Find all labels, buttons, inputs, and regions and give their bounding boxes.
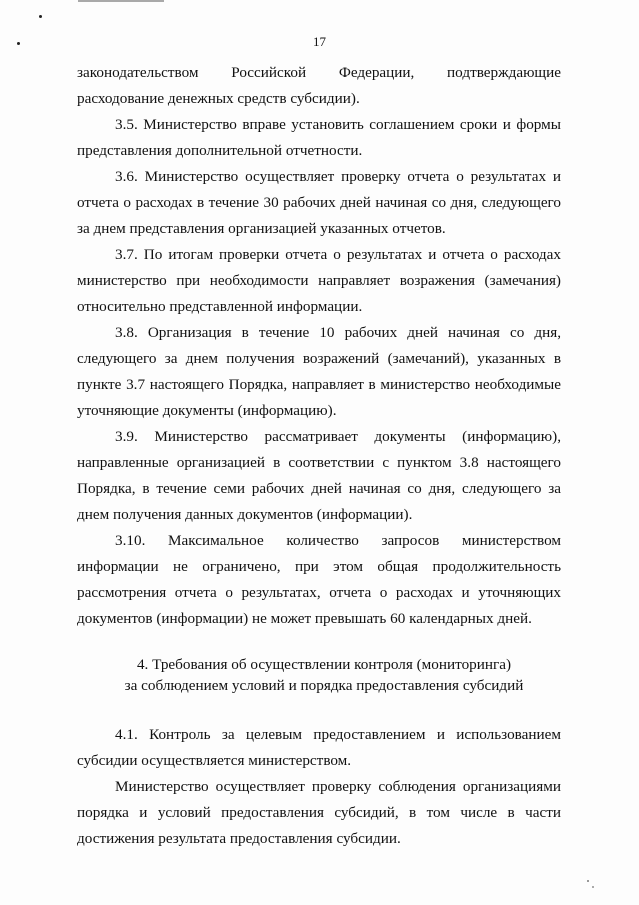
paragraph-3-8: 3.8. Организация в течение 10 рабочих дней начиная со дня, следующего за днем получения возражений (замечаний), указанных в пункте 3.7 настоящего Порядка, направляет в министерство необходимые уточняющие документы (информацию). — [77, 324, 561, 419]
paragraph-3-5: 3.5. Министерство вправе установить соглашением сроки и формы представления дополнительной отчетности. — [77, 116, 561, 159]
scan-speck — [592, 886, 594, 888]
paragraph-4-1: 4.1. Контроль за целевым предоставлением и использованием субсидии осуществляется министерством. — [77, 726, 561, 769]
section-4-title-line-2: за соблюдением условий и порядка предоставления субсидий — [124, 677, 524, 694]
paragraph-3-7: 3.7. По итогам проверки отчета о результатах и отчета о расходах министерство при необходимости направляет возражения (замечания) относительно представленной информации. — [77, 246, 561, 315]
section-4-title-line-1: 4. Требования об осуществлении контроля (мониторинга) — [136, 656, 512, 673]
paragraph-3-9: 3.9. Министерство рассматривает документы (информацию), направленные организацией в соответствии с пунктом 3.8 настоящего Порядка, в течение семи рабочих дней начиная со дня, следующего за днем получения данных документов (информации). — [77, 428, 561, 523]
paragraph-3-10: 3.10. Максимальное количество запросов министерством информации не ограничено, при этом общая продолжительность рассмотрения отчета о результатах, отчета о расходах и уточняющих документов (информации) не может превышать 60 календарных дней. — [77, 532, 561, 627]
document-body — [77, 60, 561, 852]
scan-speck — [587, 880, 589, 882]
scan-speck — [39, 15, 42, 18]
scan-artifact-line — [78, 0, 164, 2]
paragraph-4-1-continued: Министерство осуществляет проверку соблюдения организациями порядка и условий предоставления субсидий, в том числе в части достижения результата предоставления субсидии. — [77, 778, 561, 847]
section-4-heading — [77, 654, 561, 696]
paragraph-continuation: законодательством Российской Федерации, подтверждающие расходование денежных средств субсидии). — [77, 64, 561, 107]
paragraph-3-6: 3.6. Министерство осуществляет проверку отчета о результатах и отчета о расходах в течение 30 рабочих дней начиная со дня, следующего за днем представления организацией указанных отчетов. — [77, 168, 561, 237]
page-number: 17 — [313, 34, 326, 49]
